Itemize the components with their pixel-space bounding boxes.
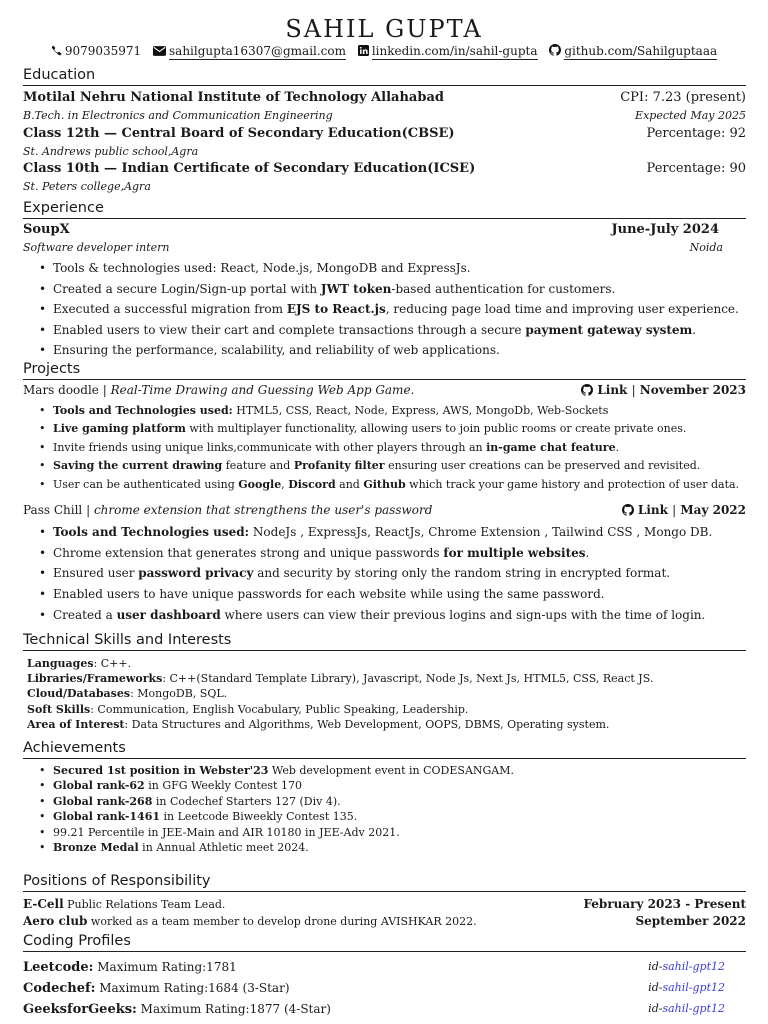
bullet-bold-text: payment gateway system — [525, 322, 693, 337]
project-date: November 2023 — [639, 383, 746, 397]
position-row — [23, 897, 746, 911]
bullet-bold-text: in-game chat feature — [486, 440, 616, 454]
github-icon — [622, 504, 634, 516]
bullet-text: with multiplayer functionality, allowing users to join public rooms or create private ones. — [185, 422, 687, 436]
coding-rating: Maximum Rating:1781 — [93, 960, 237, 974]
bullet-bold-text: EJS to React.js — [286, 302, 386, 317]
bullet-text: HTML5, CSS, React, Node, Express, AWS, MongoDb, Web-Sockets — [232, 404, 609, 417]
degree: B.Tech. in Electronics and Communication Engineering — [23, 109, 333, 122]
bullet-text: ensuring user creations can be preserved and revisited. — [384, 459, 701, 473]
position-row — [23, 914, 746, 928]
bullet-text: and security by storing only the random string in encrypted format. — [253, 566, 671, 581]
bullet-item — [38, 584, 748, 605]
project-link[interactable]: Link — [637, 503, 668, 517]
bullet-item — [38, 279, 748, 300]
phone-icon — [51, 45, 62, 56]
bullet-item — [38, 794, 748, 809]
education-detail — [23, 109, 746, 122]
coding-profile-link[interactable]: sahil-gpt12 — [662, 960, 725, 973]
bullet-item — [38, 476, 748, 494]
bullet-bold-text: Google — [238, 477, 282, 491]
candidate-name: SAHIL GUPTA — [285, 15, 483, 43]
coding-heading: Coding Profiles — [23, 932, 746, 952]
project-description: Real-Time Drawing and Guessing Web App Game. — [110, 383, 415, 397]
school-score: CPI: 7.23 (present) — [620, 90, 746, 105]
bullet-text: , reducing page load time and improving user experience. — [385, 302, 739, 317]
bullet-bold-text: Secured 1st position in Webster'23 — [53, 764, 269, 777]
project-name: Pass Chill — [23, 503, 83, 517]
skill-row: Libraries/Frameworks: C++(Standard Template Library), Javascript, Node Js, Next Js, HTML5, CSS, React JS. — [27, 672, 654, 686]
email[interactable] — [153, 44, 346, 58]
skill-row: Area of Interest: Data Structures and Algorithms, Web Development, OOPS, DBMS, Operating system. — [27, 717, 610, 731]
job-location: Noida — [689, 241, 723, 254]
experience-dates: June-July 2024 — [611, 222, 719, 237]
position-date: September 2022 — [635, 914, 746, 928]
bullet-text: Chrome extension that generates strong and unique passwords — [53, 545, 444, 560]
bullet-item — [38, 840, 748, 855]
bullet-item — [38, 778, 748, 793]
position-desc: Public Relations Team Lead. — [63, 898, 226, 911]
experience-role-row — [23, 241, 723, 254]
education-item — [23, 126, 746, 141]
education-heading: Education — [23, 66, 746, 86]
company-name: SoupX — [23, 222, 70, 237]
github-link[interactable]: github.com/Sahilguptaaa — [564, 44, 718, 58]
achievements-heading: Achievements — [23, 739, 746, 759]
project-title-row — [23, 503, 746, 517]
coding-profile-row: GeeksforGeeks: Maximum Rating:1877 (4-Star) id-sahil-gpt12 — [23, 1002, 725, 1017]
project-bullets — [38, 522, 748, 625]
experience-item — [23, 222, 719, 237]
bullet-text: NodeJs , ExpressJs, ReactJs, Chrome Extension , Tailwind CSS , Mongo DB. — [249, 525, 713, 539]
project-meta: Link | May 2022 — [622, 503, 746, 517]
project-name: Mars doodle — [23, 383, 99, 397]
skill-row: Cloud/Databases: MongoDB, SQL. — [27, 687, 228, 701]
github-icon — [549, 44, 561, 56]
bullet-item — [38, 457, 748, 475]
bullet-text: Web development event in CODESANGAM. — [268, 764, 515, 777]
coding-site: GeeksforGeeks: — [23, 1002, 137, 1017]
bullet-bold-text: user dashboard — [116, 607, 221, 622]
bullet-item — [38, 340, 748, 361]
bullet-text: where users can view their previous logins and sign-ups with the time of login. — [220, 607, 706, 622]
bullet-text: Invite friends using unique links,communicate with other players through an — [53, 440, 487, 454]
bullet-item — [38, 763, 748, 778]
bullet-text: feature and — [222, 459, 294, 473]
contact-line — [0, 44, 768, 58]
bullet-bold-text: password privacy — [138, 566, 254, 581]
skills-heading: Technical Skills and Interests — [23, 631, 746, 651]
bullet-item — [38, 522, 748, 543]
bullet-bold-text: Discord — [288, 477, 336, 491]
bullet-bold-text: Saving the current drawing — [53, 459, 223, 473]
school-location: St. Andrews public school,Agra — [23, 145, 199, 158]
bullet-text: Created a secure Login/Sign-up portal with — [53, 281, 321, 296]
bullet-bold-text: Github — [363, 477, 406, 491]
education-detail — [23, 145, 746, 158]
bullet-bold-text: Tools and Technologies used: — [53, 404, 233, 417]
bullet-text: in Leetcode Biweekly Contest 135. — [160, 810, 358, 824]
bullet-text: -based authentication for customers. — [391, 281, 616, 296]
github[interactable] — [549, 44, 717, 58]
bullet-item — [38, 439, 748, 457]
project-link[interactable]: Link — [597, 383, 628, 397]
coding-site: Codechef: — [23, 981, 96, 996]
project-meta: Link | November 2023 — [581, 383, 746, 397]
linkedin-icon — [358, 45, 369, 56]
coding-site: Leetcode: — [23, 960, 94, 975]
bullet-text: Executed a successful migration from — [53, 302, 287, 317]
bullet-text: Enabled users to view their cart and complete transactions through a secure — [53, 322, 526, 337]
position-desc: worked as a team member to develop drone during AVISHKAR 2022. — [87, 915, 477, 928]
coding-rating: Maximum Rating:1877 (4-Star) — [136, 1002, 331, 1016]
skill-row: Languages: C++. — [27, 657, 132, 670]
project-title-row — [23, 383, 746, 397]
bullet-item — [38, 809, 748, 824]
bullet-item — [38, 420, 748, 438]
experience-bullets — [38, 258, 748, 361]
bullet-text: in Annual Athletic meet 2024. — [138, 840, 309, 854]
bullet-item — [38, 299, 748, 320]
bullet-text: . — [692, 322, 697, 337]
school-name: Class 12th — Central Board of Secondary Education(CBSE) — [23, 126, 455, 141]
positions-heading: Positions of Responsibility — [23, 872, 746, 892]
achievement-bullets — [38, 763, 748, 855]
github-icon — [581, 384, 593, 396]
bullet-text: . — [615, 440, 620, 454]
position-org: E-Cell — [23, 897, 64, 911]
coding-profile-row: Leetcode: Maximum Rating:1781 id-sahil-gpt12 — [23, 960, 725, 975]
bullet-text: , — [281, 477, 289, 491]
projects-heading: Projects — [23, 360, 746, 380]
job-role: Software developer intern — [23, 241, 170, 254]
position-org: Aero club — [23, 914, 88, 928]
bullet-text: Ensured user — [53, 566, 139, 581]
bullet-item — [38, 258, 748, 279]
school-score: Percentage: 92 — [646, 126, 746, 141]
bullet-bold-text: Global rank-1461 — [53, 810, 161, 824]
envelope-icon — [153, 46, 166, 56]
phone — [51, 44, 141, 58]
bullet-bold-text: JWT token — [320, 281, 392, 296]
bullet-item — [38, 825, 748, 840]
school-location: St. Peters college,Agra — [23, 180, 151, 193]
education-detail — [23, 180, 746, 193]
bullet-text: Created a — [53, 607, 117, 622]
bullet-text: 99.21 Percentile in JEE-Main and AIR 10180 in JEE-Adv 2021. — [53, 825, 400, 839]
bullet-bold-text: Live gaming platform — [53, 422, 186, 436]
bullet-text: and — [335, 477, 364, 491]
bullet-text: . — [585, 545, 590, 560]
project-title: Mars doodle | Real-Time Drawing and Guessing Web App Game. — [23, 383, 415, 397]
bullet-text: Enabled users to have unique passwords for each website while using the same password. — [53, 587, 605, 602]
school-score: Percentage: 90 — [646, 161, 746, 176]
linkedin-link[interactable]: linkedin.com/in/sahil-gupta — [371, 44, 538, 58]
bullet-bold-text: Global rank-268 — [53, 794, 153, 808]
skill-row: Soft Skills: Communication, English Vocabulary, Public Speaking, Leadership. — [27, 702, 469, 716]
phone-number: 9079035971 — [64, 44, 142, 58]
bullet-item — [38, 605, 748, 626]
bullet-item — [38, 543, 748, 564]
bullet-text: in Codechef Starters 127 (Div 4). — [152, 794, 341, 808]
project-description: chrome extension that strengthens the user's password — [93, 503, 433, 517]
position-date: February 2023 - Present — [583, 897, 746, 911]
bullet-bold-text: Global rank-62 — [53, 779, 145, 793]
bullet-text: Tools & technologies used: React, Node.js, MongoDB and ExpressJs. — [53, 261, 471, 275]
project-date: May 2022 — [680, 503, 746, 517]
bullet-text: Ensuring the performance, scalability, and reliability of web applications. — [53, 343, 500, 358]
bullet-text: User can be authenticated using — [53, 477, 239, 491]
bullet-text: which track your game history and protection of user data. — [405, 477, 740, 491]
project-title: Pass Chill | chrome extension that strengthens the user's password — [23, 503, 433, 517]
school-name: Motilal Nehru National Institute of Technology Allahabad — [23, 90, 444, 105]
experience-heading: Experience — [23, 199, 746, 219]
coding-profile-row: Codechef: Maximum Rating:1684 (3-Star) id-sahil-gpt12 — [23, 981, 725, 996]
linkedin[interactable] — [358, 44, 538, 58]
graduation-date: Expected May 2025 — [635, 109, 746, 122]
skills-list — [27, 656, 747, 732]
bullet-bold-text: Profanity filter — [293, 459, 385, 473]
education-item — [23, 90, 746, 105]
project-bullets — [38, 402, 748, 494]
coding-profile-link[interactable]: sahil-gpt12 — [662, 981, 725, 994]
coding-profile-link[interactable]: sahil-gpt12 — [662, 1002, 725, 1015]
bullet-item — [38, 563, 748, 584]
education-item — [23, 161, 746, 176]
bullet-text: in GFG Weekly Contest 170 — [144, 779, 302, 793]
bullet-bold-text: for multiple websites — [443, 545, 586, 560]
coding-rating: Maximum Rating:1684 (3-Star) — [95, 981, 290, 995]
bullet-bold-text: Bronze Medal — [53, 840, 139, 854]
bullet-item — [38, 320, 748, 341]
email-link[interactable]: sahilgupta16307@gmail.com — [169, 44, 347, 58]
bullet-bold-text: Tools and Technologies used: — [53, 525, 250, 539]
school-name: Class 10th — Indian Certificate of Secondary Education(ICSE) — [23, 161, 476, 176]
bullet-item — [38, 402, 748, 420]
